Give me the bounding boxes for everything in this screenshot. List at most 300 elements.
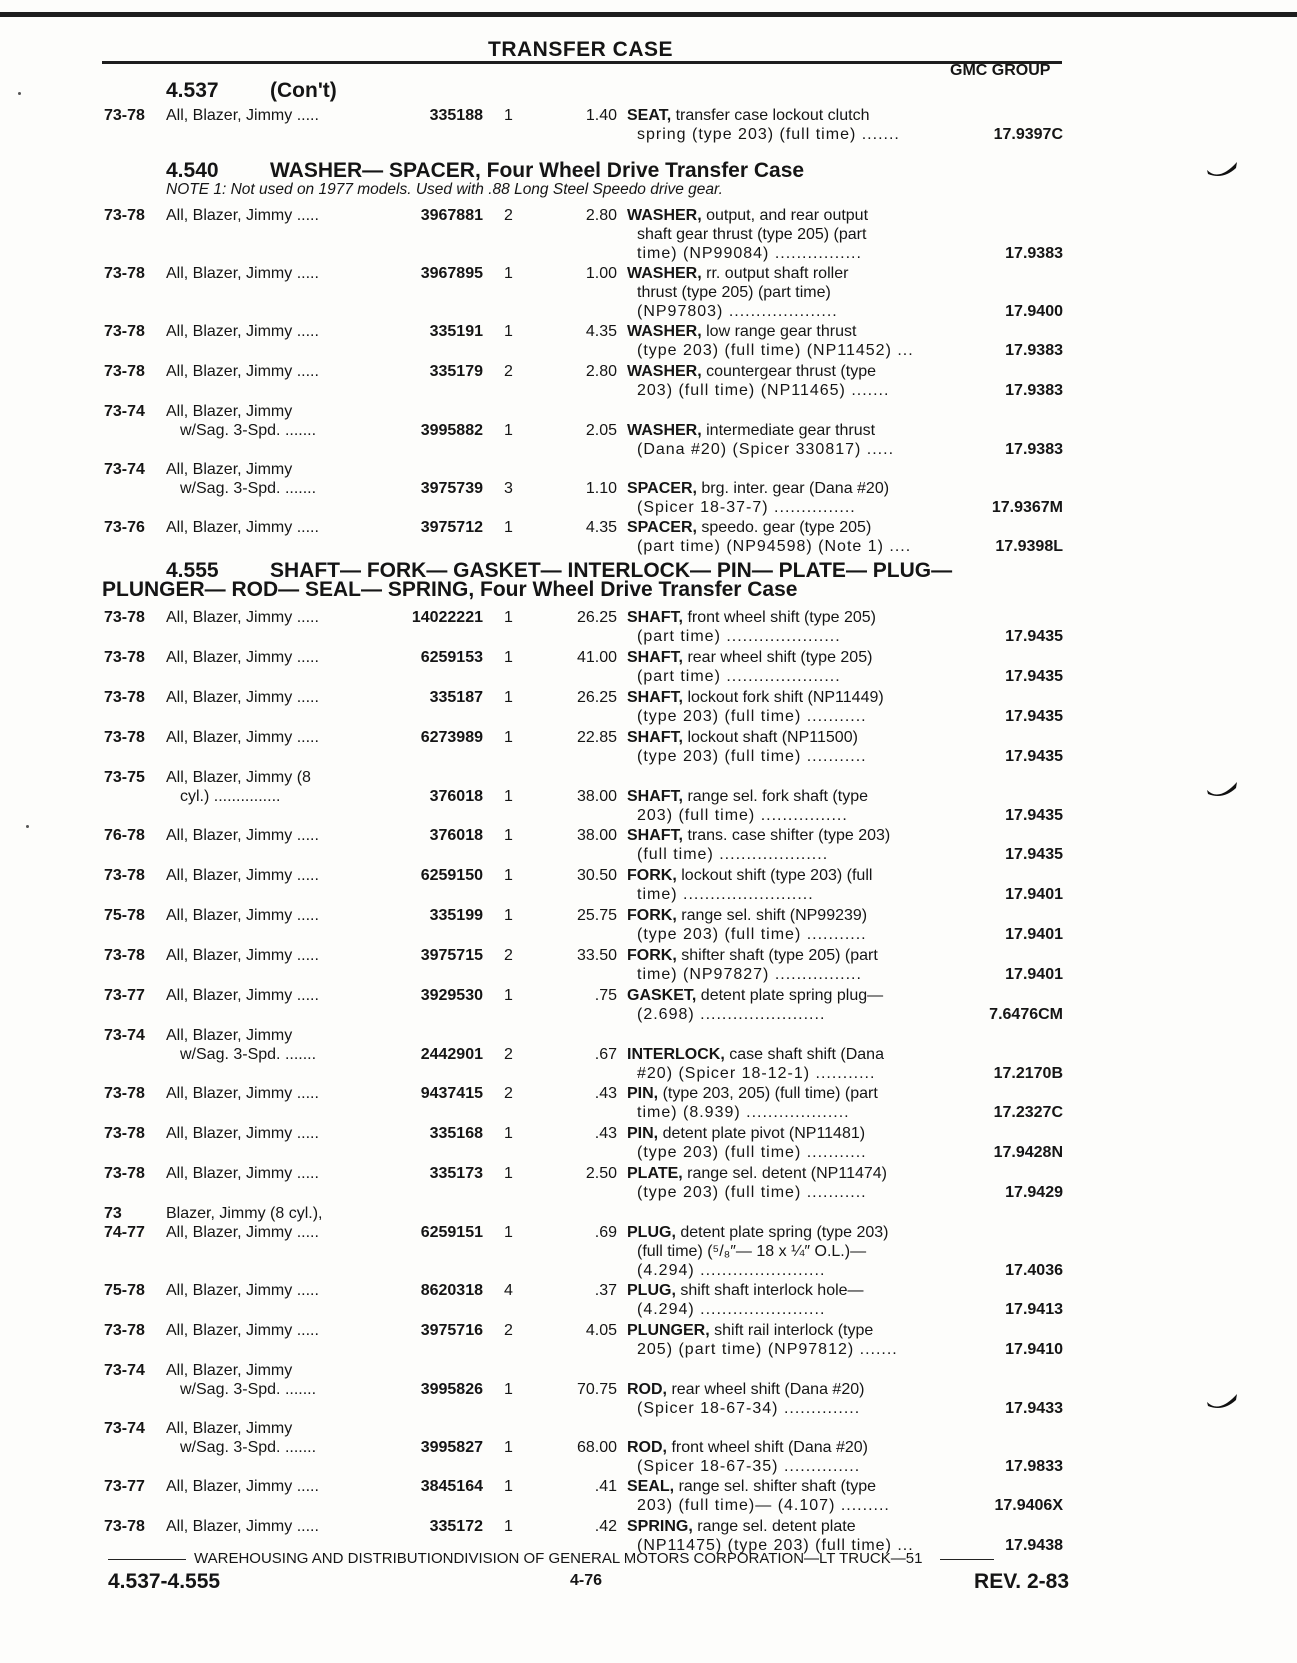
quantity: 4 <box>504 1282 513 1299</box>
description-text: output, and rear output <box>706 207 869 224</box>
part-description <box>627 106 952 144</box>
model-application: All, Blazer, Jimmy ..... <box>166 609 319 626</box>
group-number: 17.9435 <box>1005 807 1063 824</box>
part-description <box>627 1223 952 1280</box>
part-entry <box>0 362 1297 400</box>
quantity: 1 <box>504 1224 513 1241</box>
list-price: 4.35 <box>585 519 617 536</box>
part-description <box>627 322 952 360</box>
description-text: 203) (full time)— (4.107) ......... <box>637 1497 890 1514</box>
part-name: SHAFT, <box>627 788 683 805</box>
description-line <box>627 1438 952 1457</box>
description-line <box>627 1261 952 1280</box>
group-number: 17.9400 <box>1005 303 1063 320</box>
group-number: 17.9401 <box>1005 966 1063 983</box>
part-name: ROD, <box>627 1381 667 1398</box>
part-name: PLATE, <box>627 1165 683 1182</box>
part-number: 6259151 <box>420 1224 483 1241</box>
model-application: All, Blazer, Jimmy ..... <box>166 729 319 746</box>
quantity: 2 <box>504 1085 513 1102</box>
quantity: 1 <box>504 907 513 924</box>
part-description <box>627 648 952 686</box>
description-line <box>627 866 952 885</box>
description-line <box>627 341 952 360</box>
part-description <box>627 1477 952 1515</box>
model-years: 73 <box>104 1205 122 1222</box>
part-name: FORK, <box>627 867 677 884</box>
part-number: 335179 <box>429 363 483 380</box>
quantity: 1 <box>504 649 513 666</box>
part-number: 14022221 <box>411 609 483 626</box>
quantity: 2 <box>504 947 513 964</box>
part-entry <box>0 946 1297 984</box>
model-years: 73-78 <box>104 609 145 626</box>
part-number: 3845164 <box>420 1478 483 1495</box>
part-number: 376018 <box>429 788 483 805</box>
list-price: 25.75 <box>576 907 617 924</box>
part-description <box>627 728 952 766</box>
group-number: 17.9429 <box>1005 1184 1063 1201</box>
header-rule <box>102 61 1062 64</box>
description-text: #20) (Spicer 18-12-1) ........... <box>637 1065 876 1082</box>
part-number: 2442901 <box>420 1046 483 1063</box>
part-entry <box>0 1204 1297 1280</box>
top-rule <box>0 12 1297 17</box>
model-application: All, Blazer, Jimmy ..... <box>166 1322 319 1339</box>
group-label: GMC GROUP <box>950 62 1051 79</box>
description-text: lockout shaft (NP11500) <box>687 729 858 746</box>
description-line <box>627 946 952 965</box>
section-code: 4.540 <box>166 159 219 182</box>
model-years: 74-77 <box>104 1224 145 1241</box>
model-years: 73-74 <box>104 1420 145 1437</box>
part-name: SPACER, <box>627 480 697 497</box>
description-text: (Spicer 18-67-34) .............. <box>637 1400 861 1417</box>
model-application: All, Blazer, Jimmy ..... <box>166 987 319 1004</box>
description-text: shifter shaft (type 205) (part <box>681 947 878 964</box>
description-line <box>627 1242 952 1261</box>
description-line <box>627 707 952 726</box>
description-line <box>627 283 952 302</box>
description-text: rr. output shaft roller <box>706 265 849 282</box>
part-description <box>627 1045 952 1083</box>
list-price: 1.00 <box>585 265 617 282</box>
model-application: All, Blazer, Jimmy ..... <box>166 1125 319 1142</box>
part-description <box>627 608 952 646</box>
model-application: All, Blazer, Jimmy <box>166 461 293 478</box>
description-line <box>627 845 952 864</box>
section-code: 4.537 <box>166 79 219 102</box>
part-number: 8620318 <box>420 1282 483 1299</box>
description-line <box>627 1124 952 1143</box>
model-years: 73-77 <box>104 987 145 1004</box>
description-line <box>627 264 952 283</box>
description-text: (Dana #20) (Spicer 330817) ..... <box>637 441 895 458</box>
description-line <box>627 1517 952 1536</box>
description-text: front wheel shift (type 205) <box>687 609 876 626</box>
model-years: 73-78 <box>104 689 145 706</box>
description-line <box>627 1380 952 1399</box>
part-number: 3995826 <box>420 1381 483 1398</box>
quantity: 1 <box>504 1125 513 1142</box>
description-text: (NP97803) .................... <box>637 303 838 320</box>
description-line <box>627 1005 952 1024</box>
description-text: (type 203) (full time) ........... <box>637 926 867 943</box>
part-name: WASHER, <box>627 265 702 282</box>
section-title: SHAFT— FORK— GASKET— INTERLOCK— PIN— PLATE— PLUG— <box>270 559 953 582</box>
description-line <box>627 106 952 125</box>
list-price: 38.00 <box>576 788 617 805</box>
model-years: 73-78 <box>104 867 145 884</box>
part-entry <box>0 206 1297 263</box>
description-line <box>627 1143 952 1162</box>
description-text: front wheel shift (Dana #20) <box>671 1439 868 1456</box>
part-description <box>627 518 952 556</box>
model-application: All, Blazer, Jimmy ..... <box>166 363 319 380</box>
description-text: (type 203) (full time) ........... <box>637 708 867 725</box>
part-number: 6259153 <box>420 649 483 666</box>
part-entry <box>0 688 1297 726</box>
description-line <box>627 688 952 707</box>
quantity: 1 <box>504 609 513 626</box>
description-line <box>627 225 952 244</box>
footer-section-range: 4.537-4.555 <box>108 1570 221 1593</box>
part-description <box>627 1438 952 1476</box>
part-number: 3975712 <box>420 519 483 536</box>
description-text: lockout fork shift (NP11449) <box>687 689 884 706</box>
part-number: 335172 <box>429 1518 483 1535</box>
part-entry <box>0 1084 1297 1122</box>
model-years: 73-78 <box>104 1125 145 1142</box>
group-number: 17.9410 <box>1005 1341 1063 1358</box>
group-number: 17.9398L <box>995 538 1063 555</box>
quantity: 1 <box>504 1381 513 1398</box>
quantity: 1 <box>504 107 513 124</box>
quantity: 1 <box>504 1165 513 1182</box>
binder-punch-mark <box>1205 780 1239 802</box>
description-text: 203) (full time) ................ <box>637 807 848 824</box>
part-entry <box>0 1321 1297 1359</box>
description-text: range sel. detent (NP11474) <box>687 1165 887 1182</box>
part-entry <box>0 986 1297 1024</box>
part-entry <box>0 866 1297 904</box>
list-price: .41 <box>594 1478 617 1495</box>
description-text: (part time) ..................... <box>637 628 841 645</box>
description-line <box>627 728 952 747</box>
description-line <box>627 498 952 517</box>
description-line <box>627 648 952 667</box>
part-entry <box>0 402 1297 459</box>
description-text: rear wheel shift (type 205) <box>687 649 873 666</box>
model-application: All, Blazer, Jimmy ..... <box>166 827 319 844</box>
part-number: 3967881 <box>420 207 483 224</box>
part-entry <box>0 1281 1297 1319</box>
description-line <box>627 1300 952 1319</box>
group-number: 17.9401 <box>1005 886 1063 903</box>
part-name: ROD, <box>627 1439 667 1456</box>
list-price: .42 <box>594 1518 617 1535</box>
part-number: 9437415 <box>420 1085 483 1102</box>
part-number: 335191 <box>429 323 483 340</box>
description-line <box>627 440 952 459</box>
part-entry <box>0 1124 1297 1162</box>
list-price: 2.80 <box>585 363 617 380</box>
part-name: WASHER, <box>627 207 702 224</box>
list-price: 26.25 <box>576 609 617 626</box>
part-description <box>627 866 952 904</box>
description-line <box>627 362 952 381</box>
model-application: All, Blazer, Jimmy ..... <box>166 1478 319 1495</box>
description-line <box>627 1340 952 1359</box>
model-application: All, Blazer, Jimmy <box>166 403 293 420</box>
part-description <box>627 906 952 944</box>
part-entry <box>0 768 1297 825</box>
part-entry <box>0 728 1297 766</box>
part-entry <box>0 906 1297 944</box>
quantity: 1 <box>504 519 513 536</box>
description-line <box>627 1399 952 1418</box>
quantity: 1 <box>504 1478 513 1495</box>
group-number: 17.9435 <box>1005 628 1063 645</box>
speck <box>26 825 29 828</box>
description-line <box>627 421 952 440</box>
part-number: 3995882 <box>420 422 483 439</box>
group-number: 17.9428N <box>993 1144 1063 1161</box>
model-years: 73-76 <box>104 519 145 536</box>
group-number: 17.9438 <box>1005 1537 1063 1554</box>
description-line <box>627 1103 952 1122</box>
part-entry <box>0 1419 1297 1476</box>
model-application: All, Blazer, Jimmy <box>166 1362 293 1379</box>
group-number: 17.9367M <box>991 499 1063 516</box>
quantity: 1 <box>504 689 513 706</box>
list-price: .43 <box>594 1085 617 1102</box>
group-number: 17.9406X <box>994 1497 1063 1514</box>
description-line <box>627 627 952 646</box>
list-price: 26.25 <box>576 689 617 706</box>
description-text: rear wheel shift (Dana #20) <box>671 1381 865 1398</box>
list-price: .69 <box>594 1224 617 1241</box>
list-price: .75 <box>594 987 617 1004</box>
description-text: brg. inter. gear (Dana #20) <box>701 480 890 497</box>
description-text: (Spicer 18-37-7) ............... <box>637 499 856 516</box>
description-text: countergear thrust (type <box>706 363 876 380</box>
description-text: lockout shift (type 203) (full <box>681 867 873 884</box>
part-description <box>627 362 952 400</box>
description-text: case shaft shift (Dana <box>729 1046 884 1063</box>
group-number: 17.9435 <box>1005 846 1063 863</box>
part-number: 335188 <box>429 107 483 124</box>
description-line <box>627 906 952 925</box>
description-text: speedo. gear (type 205) <box>701 519 872 536</box>
part-entry <box>0 264 1297 321</box>
description-text: 203) (full time) (NP11465) ....... <box>637 382 890 399</box>
section-heading <box>166 160 804 182</box>
description-line <box>627 826 952 845</box>
description-line <box>627 537 952 556</box>
list-price: 2.80 <box>585 207 617 224</box>
group-number: 17.4036 <box>1005 1262 1063 1279</box>
model-application: w/Sag. 3-Spd. ....... <box>180 1046 317 1063</box>
description-text: shift shaft interlock hole— <box>680 1282 864 1299</box>
binder-punch-mark <box>1205 1392 1239 1414</box>
part-entry <box>0 826 1297 864</box>
part-name: WASHER, <box>627 323 702 340</box>
section-code: 4.555 <box>166 559 219 582</box>
quantity: 2 <box>504 1046 513 1063</box>
part-name: SHAFT, <box>627 609 683 626</box>
part-description <box>627 1380 952 1418</box>
model-years: 75-78 <box>104 907 145 924</box>
quantity: 1 <box>504 729 513 746</box>
description-text: trans. case shifter (type 203) <box>687 827 891 844</box>
part-entry <box>0 1477 1297 1515</box>
part-description <box>627 1164 952 1202</box>
part-entry <box>0 1164 1297 1202</box>
group-number: 17.9383 <box>1005 441 1063 458</box>
description-line <box>627 667 952 686</box>
part-description <box>627 264 952 321</box>
model-application: All, Blazer, Jimmy <box>166 1420 293 1437</box>
list-price: .37 <box>594 1282 617 1299</box>
model-years: 73-78 <box>104 1518 145 1535</box>
group-number: 17.2170B <box>993 1065 1063 1082</box>
description-line <box>627 925 952 944</box>
description-text: (4.294) ....................... <box>637 1301 826 1318</box>
model-application: All, Blazer, Jimmy ..... <box>166 1165 319 1182</box>
list-price: 38.00 <box>576 827 617 844</box>
model-years: 73-78 <box>104 323 145 340</box>
list-price: 1.10 <box>585 480 617 497</box>
part-name: SPACER, <box>627 519 697 536</box>
model-application: All, Blazer, Jimmy ..... <box>166 689 319 706</box>
list-price: .67 <box>594 1046 617 1063</box>
model-years: 73-78 <box>104 649 145 666</box>
description-text: (part time) (NP94598) (Note 1) .... <box>637 538 912 555</box>
group-number: 17.2327C <box>993 1104 1063 1121</box>
description-text: low range gear thrust <box>706 323 857 340</box>
description-line <box>627 302 952 321</box>
description-line <box>627 1457 952 1476</box>
part-number: 335173 <box>429 1165 483 1182</box>
part-name: SHAFT, <box>627 729 683 746</box>
quantity: 2 <box>504 1322 513 1339</box>
model-application: w/Sag. 3-Spd. ....... <box>180 422 317 439</box>
model-application: cyl.) ............... <box>180 788 281 805</box>
model-years: 73-74 <box>104 1027 145 1044</box>
description-line <box>627 206 952 225</box>
part-number: 3967895 <box>420 265 483 282</box>
model-application: All, Blazer, Jimmy ..... <box>166 649 319 666</box>
description-line <box>627 1045 952 1064</box>
part-name: WASHER, <box>627 363 702 380</box>
description-line <box>627 1183 952 1202</box>
quantity: 1 <box>504 987 513 1004</box>
description-line <box>627 986 952 1005</box>
model-application: All, Blazer, Jimmy ..... <box>166 1085 319 1102</box>
part-description <box>627 946 952 984</box>
list-price: .43 <box>594 1125 617 1142</box>
model-application: All, Blazer, Jimmy ..... <box>166 947 319 964</box>
description-text: time) (NP97827) ................ <box>637 966 862 983</box>
section-title: WASHER— SPACER, Four Wheel Drive Transfer Case <box>270 159 805 182</box>
group-number: 17.9401 <box>1005 926 1063 943</box>
description-line <box>627 787 952 806</box>
list-price: 68.00 <box>576 1439 617 1456</box>
description-text: thrust (type 205) (part time) <box>637 284 831 301</box>
model-years: 76-78 <box>104 827 145 844</box>
description-line <box>627 1084 952 1103</box>
description-text: shift rail interlock (type <box>714 1322 874 1339</box>
description-text: 205) (part time) (NP97812) ....... <box>637 1341 898 1358</box>
part-name: SEAT, <box>627 107 672 124</box>
model-application: w/Sag. 3-Spd. ....... <box>180 1439 317 1456</box>
description-line <box>627 965 952 984</box>
model-application: All, Blazer, Jimmy ..... <box>166 107 319 124</box>
description-text: range sel. shift (NP99239) <box>681 907 868 924</box>
description-text: transfer case lockout clutch <box>675 107 870 124</box>
description-text: detent plate pivot (NP11481) <box>662 1125 866 1142</box>
part-name: SHAFT, <box>627 649 683 666</box>
part-name: PIN, <box>627 1125 659 1142</box>
part-name: WASHER, <box>627 422 702 439</box>
part-description <box>627 206 952 263</box>
part-description <box>627 479 952 517</box>
group-number: 17.9435 <box>1005 708 1063 725</box>
model-years: 73-74 <box>104 403 145 420</box>
list-price: 70.75 <box>576 1381 617 1398</box>
part-name: PLUNGER, <box>627 1322 710 1339</box>
part-name: SHAFT, <box>627 827 683 844</box>
part-description <box>627 1124 952 1162</box>
part-name: FORK, <box>627 947 677 964</box>
list-price: 33.50 <box>576 947 617 964</box>
footer-rule-left <box>108 1559 186 1560</box>
footer-division-text: WAREHOUSING AND DISTRIBUTIONDIVISION OF GENERAL MOTORS CORPORATION—LT TRUCK—51 <box>194 1550 923 1567</box>
group-number: 17.9397C <box>993 126 1063 143</box>
part-number: 376018 <box>429 827 483 844</box>
description-text: detent plate spring (type 203) <box>680 1224 889 1241</box>
model-application: All, Blazer, Jimmy ..... <box>166 1518 319 1535</box>
description-text: (4.294) ....................... <box>637 1262 826 1279</box>
list-price: 2.05 <box>585 422 617 439</box>
quantity: 1 <box>504 788 513 805</box>
part-number: 3929530 <box>420 987 483 1004</box>
list-price: 4.05 <box>585 1322 617 1339</box>
part-name: SHAFT, <box>627 689 683 706</box>
model-years: 73-78 <box>104 265 145 282</box>
description-text: time) (NP99084) ................ <box>637 245 862 262</box>
list-price: 41.00 <box>576 649 617 666</box>
description-line <box>627 1064 952 1083</box>
part-name: GASKET, <box>627 987 697 1004</box>
part-description <box>627 1281 952 1319</box>
model-application: All, Blazer, Jimmy ..... <box>166 207 319 224</box>
description-line <box>627 1164 952 1183</box>
group-number: 17.9383 <box>1005 245 1063 262</box>
section-note: NOTE 1: Not used on 1977 models. Used with .88 Long Steel Speedo drive gear. <box>166 181 723 198</box>
group-number: 17.9383 <box>1005 382 1063 399</box>
quantity: 1 <box>504 265 513 282</box>
description-text: (full time) .................... <box>637 846 829 863</box>
model-application: All, Blazer, Jimmy ..... <box>166 1282 319 1299</box>
group-number: 17.9435 <box>1005 748 1063 765</box>
description-text: range sel. detent plate <box>697 1518 856 1535</box>
list-price: 30.50 <box>576 867 617 884</box>
description-text: intermediate gear thrust <box>706 422 876 439</box>
part-number: 335187 <box>429 689 483 706</box>
quantity: 2 <box>504 363 513 380</box>
